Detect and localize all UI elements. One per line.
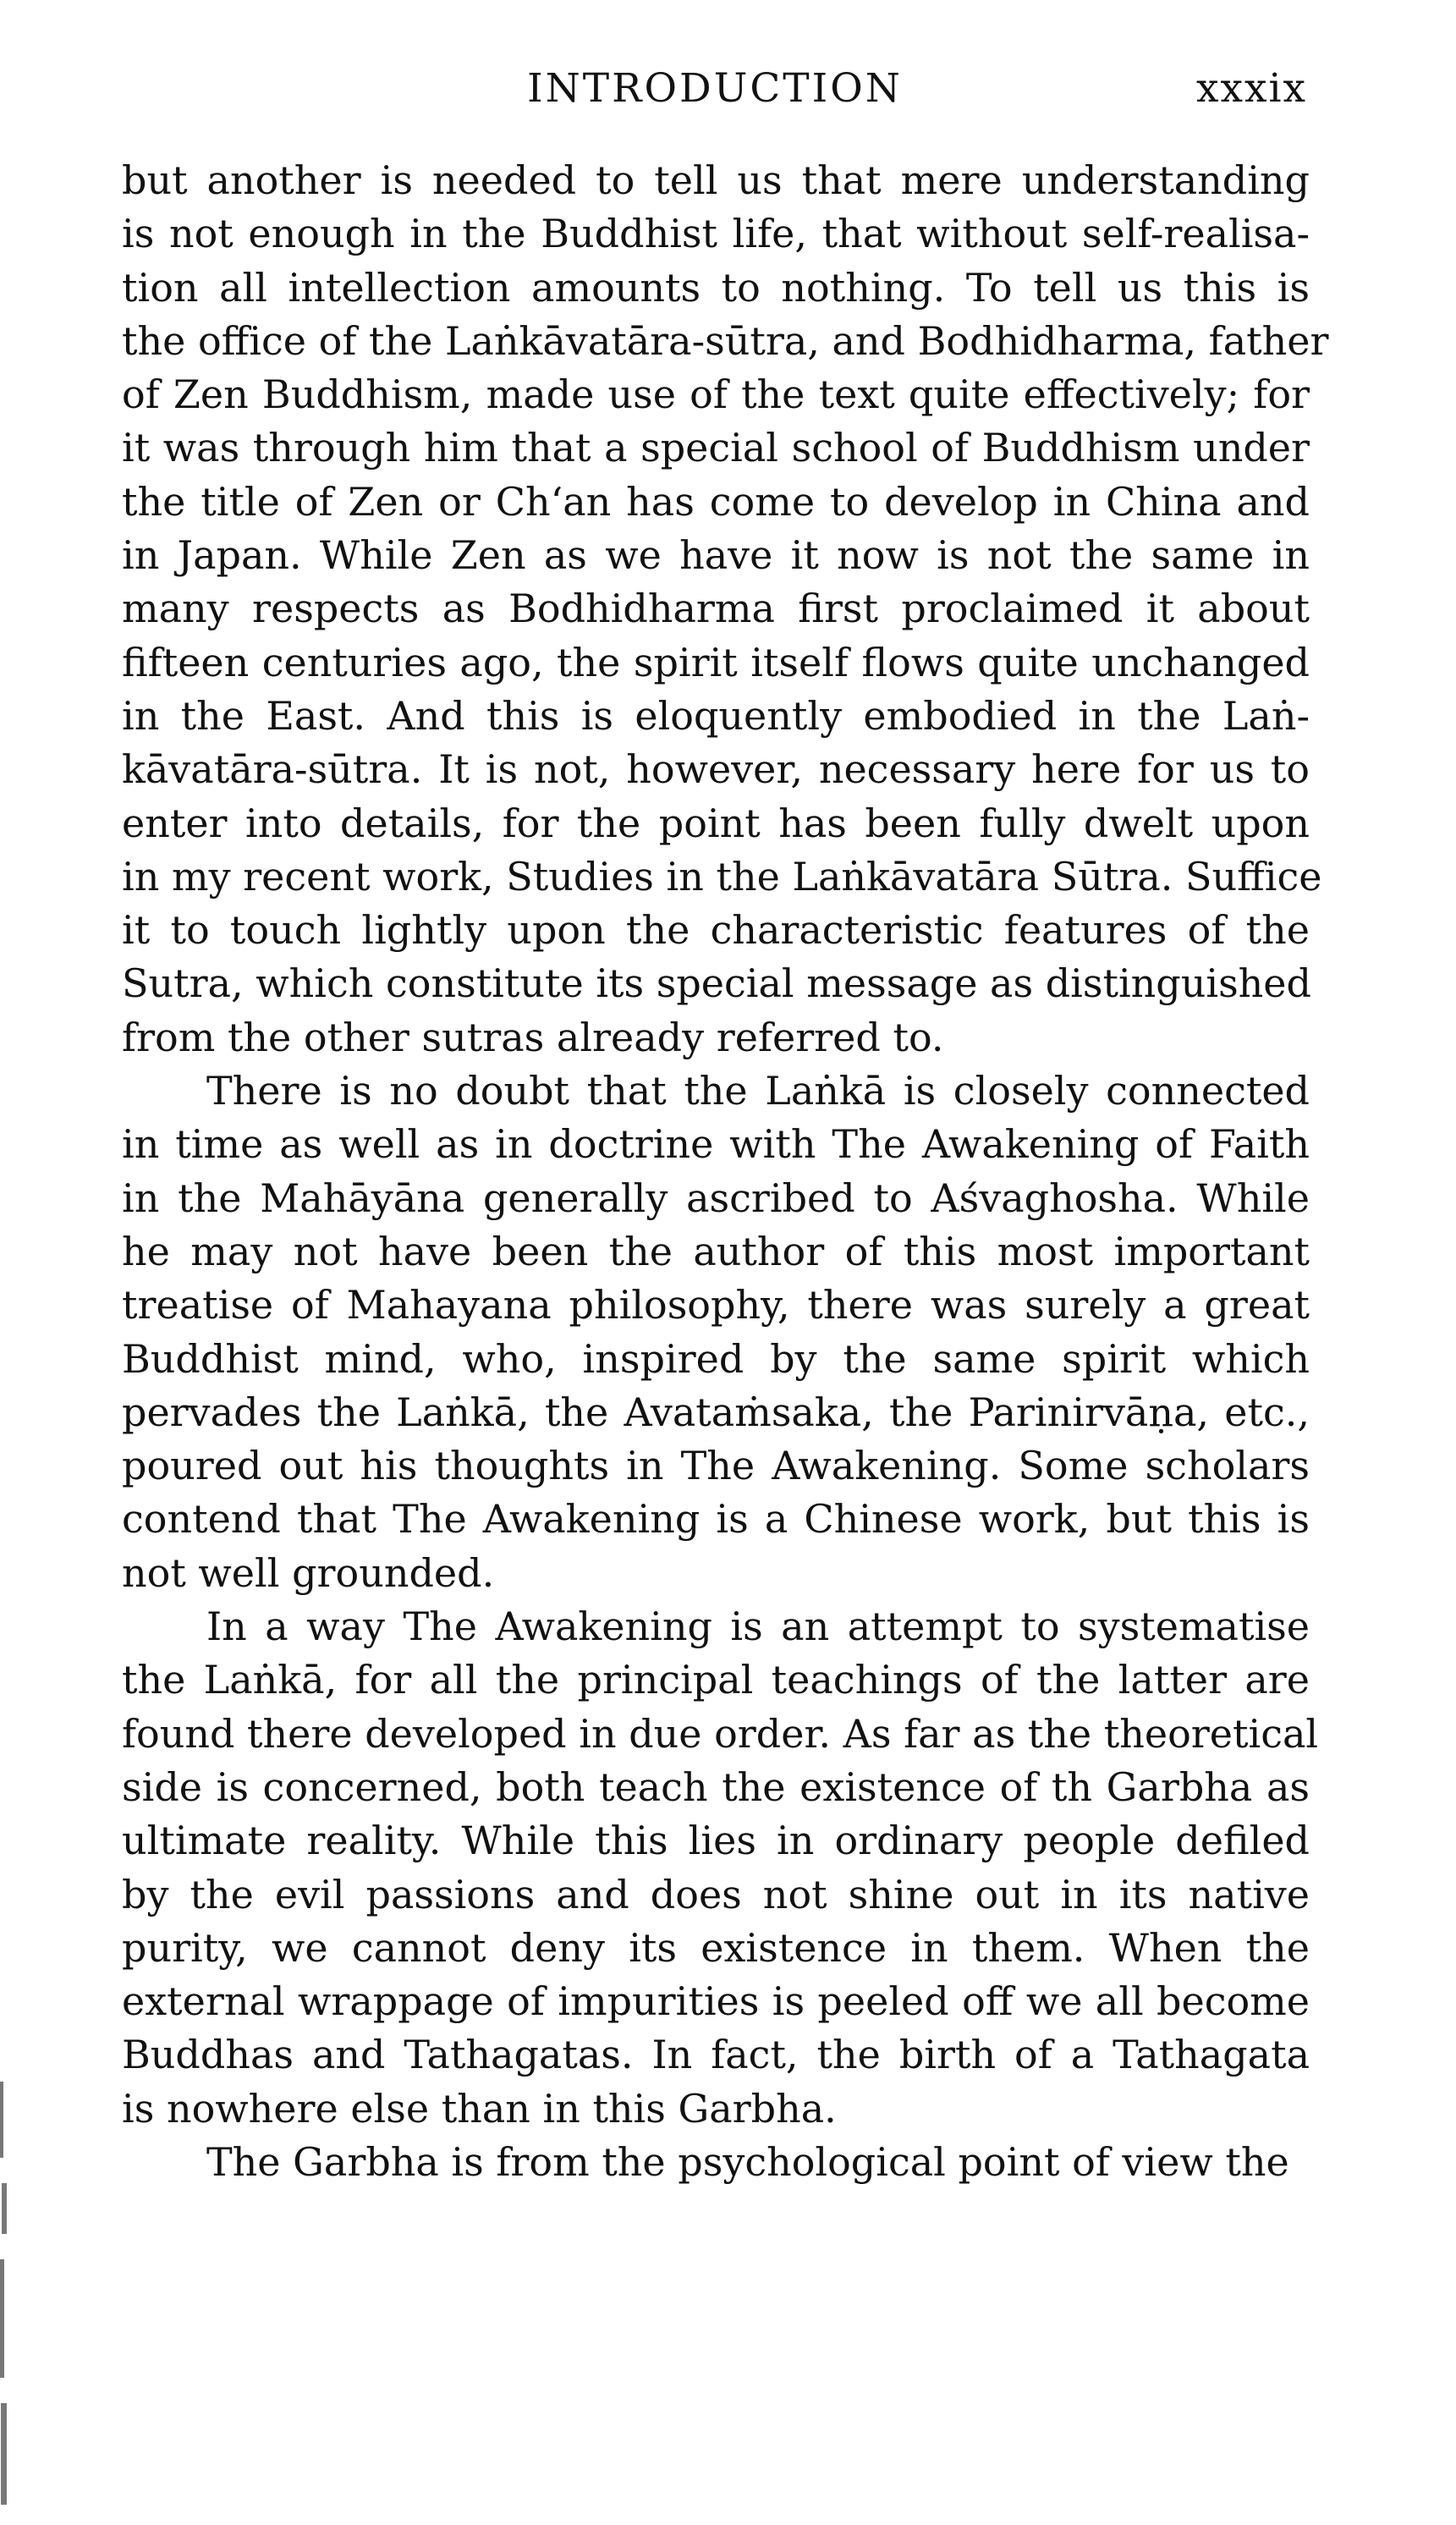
text-line: in the East. And this is eloquently embodied in the Laṅ- (122, 692, 1310, 739)
paragraph-2 (122, 1064, 1310, 1600)
text-line: kāvatāra-sūtra. It is not, however, necessary here for us to (122, 746, 1310, 793)
text-line: In a way The Awakening is an attempt to systematise (206, 1604, 1310, 1650)
text-line: in my recent work, Studies in the Laṅkāvatāra Sūtra. Suffice (122, 853, 1322, 899)
text-line: in Japan. While Zen as we have it now is not the same in (122, 532, 1310, 579)
text-line: poured out his thoughts in The Awakening. Some scholars (122, 1443, 1310, 1489)
text-line: is not enough in the Buddhist life, that without self-realisa- (122, 211, 1310, 257)
text-line: in time as well as in doctrine with The Awakening of Faith (122, 1121, 1310, 1168)
text-line: he may not have been the author of this most important (122, 1228, 1310, 1274)
body-text (122, 154, 1329, 2189)
paragraph-1 (122, 154, 1329, 1064)
paragraph-4 (122, 2136, 1310, 2189)
text-line: Sutra, which constitute its special message as distinguished (122, 960, 1311, 1007)
text-line: enter into details, for the point has been fully dwelt upon (122, 800, 1310, 846)
text-line: pervades the Laṅkā, the Avataṁsaka, the Parinirvāṇa, etc., (122, 1389, 1310, 1435)
text-line: Buddhas and Tathagatas. In fact, the birth of a Tathagata (122, 2032, 1310, 2078)
text-line: fifteen centuries ago, the spirit itself flows quite unchanged (122, 639, 1310, 685)
scan-edge-artifact (0, 2082, 12, 2522)
text-line: external wrappage of impurities is peeled off we all become (122, 1978, 1310, 2025)
text-line: of Zen Buddhism, made use of the text quite effectively; for (122, 371, 1310, 418)
text-line: from the other sutras already referred to. (122, 1014, 944, 1060)
text-line: side is concerned, both teach the existence of th Garbha as (122, 1763, 1310, 1810)
text-line: contend that The Awakening is a Chinese work, but this is (122, 1496, 1310, 1543)
text-line: tion all intellection amounts to nothing. To tell us this is (122, 264, 1310, 311)
text-line: ultimate reality. While this lies in ordinary people defiled (122, 1818, 1310, 1864)
text-line: but another is needed to tell us that mere understanding (122, 157, 1310, 203)
text-line: purity, we cannot deny its existence in them. When the (122, 1924, 1310, 1971)
page-number: xxxix (1195, 65, 1307, 112)
text-line: The Garbha is from the psychological point of view the (206, 2138, 1289, 2185)
text-line: by the evil passions and does not shine out in its native (122, 1871, 1310, 1917)
running-head: INTRODUCTION (527, 65, 903, 112)
text-line: Buddhist mind, who, inspired by the same spirit which (122, 1335, 1310, 1382)
text-line: There is no doubt that the Laṅkā is closely connected (206, 1068, 1310, 1114)
text-line: many respects as Bodhidharma first proclaimed it about (122, 586, 1310, 632)
text-line: found there developed in due order. As far as the theoretical (122, 1710, 1319, 1757)
text-line: is nowhere else than in this Garbha. (122, 2085, 837, 2132)
text-line: in the Mahāyāna generally ascribed to Aśvaghosha. While (122, 1174, 1310, 1221)
text-line: the Laṅkā, for all the principal teachings of the latter are (122, 1657, 1310, 1703)
page-header (123, 59, 1307, 118)
text-line: treatise of Mahayana philosophy, there was surely a great (122, 1282, 1310, 1329)
text-line: the office of the Laṅkāvatāra-sūtra, and Bodhidharma, father (122, 317, 1329, 364)
text-line: it was through him that a special school of Buddhism under (122, 425, 1310, 471)
paragraph-3 (122, 1600, 1319, 2136)
text-line: it to touch lightly upon the characteristic features of the (122, 907, 1310, 954)
text-line: the title of Zen or Ch‘an has come to develop in China and (122, 478, 1310, 525)
text-line: not well grounded. (122, 1549, 495, 1596)
